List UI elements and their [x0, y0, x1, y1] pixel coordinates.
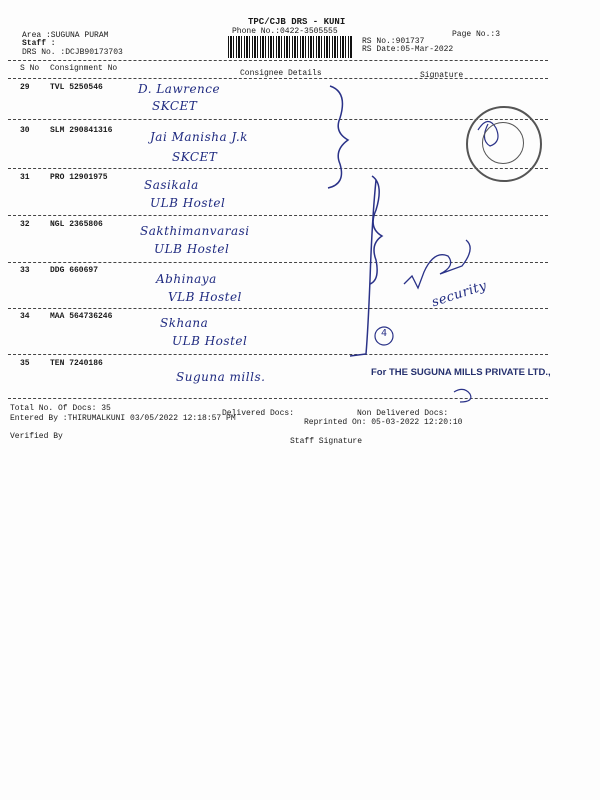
row-sno: 33 [20, 266, 30, 275]
row-consignment-no: MAA 564736246 [50, 312, 113, 321]
consignee-address: ULB Hostel [172, 334, 248, 348]
column-header-consignment: Consignment No [50, 64, 118, 73]
column-header-sno: S No [20, 64, 40, 73]
document-title: TPC/CJB DRS - KUNI [248, 17, 346, 27]
staff-signature: Staff Signature [290, 437, 363, 446]
row-consignment-no: PRO 12901975 [50, 173, 108, 182]
consignee-name: Suguna mills. [176, 370, 266, 384]
drs-number: DRS No. :DCJB90173703 [22, 48, 123, 57]
row-sno: 31 [20, 173, 30, 182]
consignee-address: SKCET [172, 150, 218, 164]
consignee-name: Jai Manisha J.k [150, 130, 248, 144]
phone-number: Phone No.:0422-3505555 [232, 27, 338, 36]
divider [8, 78, 548, 79]
row-consignment-no: TVL 5250546 [50, 83, 103, 92]
column-header-consignee: Consignee Details [240, 69, 322, 78]
non-delivered-docs: Non Delivered Docs: [357, 409, 449, 418]
consignee-address: SKCET [152, 99, 198, 113]
consignee-name: D. Lawrence [138, 82, 221, 96]
area-label: Area :SUGUNA PURAM [22, 31, 109, 40]
college-stamp [466, 106, 542, 182]
row-sno: 35 [20, 359, 30, 368]
row-sno: 29 [20, 83, 30, 92]
reprinted-on: Reprinted On: 05-03-2022 12:20:10 [304, 418, 463, 427]
consignee-name: Sakthimanvarasi [140, 224, 250, 238]
consignee-name: Sasikala [144, 178, 199, 192]
handwritten-signature-word: security [430, 278, 489, 311]
rs-number: RS No.:901737 [362, 37, 425, 46]
row-consignment-no: DDG 660697 [50, 266, 99, 275]
row-sno: 30 [20, 126, 30, 135]
rs-date: RS Date:05-Mar-2022 [362, 45, 454, 54]
company-stamp: For THE SUGUNA MILLS PRIVATE LTD., [371, 367, 551, 378]
row-consignment-no: NGL 2365806 [50, 220, 103, 229]
verified-by: Verified By [10, 432, 63, 441]
consignee-address: VLB Hostel [168, 290, 242, 304]
row-consignment-no: SLM 290841316 [50, 126, 113, 135]
page-number: Page No.:3 [452, 30, 501, 39]
consignee-address: ULB Hostel [154, 242, 230, 256]
handwritten-circle-number: 4 [381, 328, 388, 339]
consignee-name: Skhana [160, 316, 209, 330]
consignee-name: Abhinaya [156, 272, 217, 286]
row-sno: 34 [20, 312, 30, 321]
barcode [228, 36, 352, 58]
delivered-docs: Delivered Docs: [222, 409, 295, 418]
row-consignment-no: TEN 7240186 [50, 359, 103, 368]
divider [8, 60, 548, 61]
total-docs: Total No. Of Docs: 35 [10, 404, 111, 413]
column-header-signature: Signature [420, 71, 464, 80]
staff-label: Staff : [22, 39, 56, 48]
row-sno: 32 [20, 220, 30, 229]
entered-by: Entered By :THIRUMALKUNI 03/05/2022 12:18:57 PM [10, 414, 236, 423]
consignee-address: ULB Hostel [150, 196, 226, 210]
